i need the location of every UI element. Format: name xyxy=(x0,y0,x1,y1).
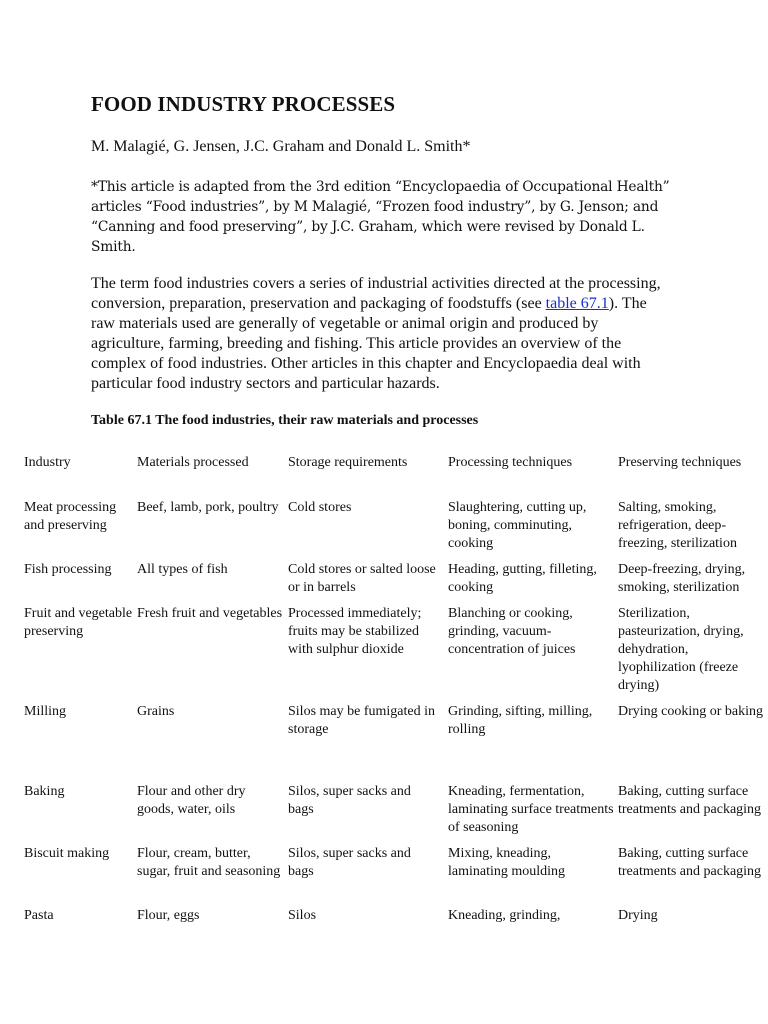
table-cell: Silos may be fumigated in storage xyxy=(288,704,435,737)
table-cell: Flour, cream, butter, sugar, fruit and seasoning xyxy=(137,846,281,879)
table-cell: Kneading, fermentation, laminating surface treatments of seasoning xyxy=(448,784,614,835)
table-cell: Heading, gutting, filleting, cooking xyxy=(448,562,597,595)
table-cell: Sterilization, pasteurization, drying, dehydration, lyophilization (freeze drying) xyxy=(618,606,744,693)
table-cell: Pasta xyxy=(24,908,54,923)
table-cell: Flour and other dry goods, water, oils xyxy=(137,784,246,817)
page-title: FOOD INDUSTRY PROCESSES xyxy=(91,92,396,116)
table-cell: Kneading, grinding, xyxy=(448,908,561,923)
table-cell: Grains xyxy=(137,704,175,719)
table-cell: Drying cooking or baking xyxy=(618,704,764,719)
table-cell: Cold stores or salted loose or in barrels xyxy=(288,562,436,595)
table-cell: Biscuit making xyxy=(24,846,110,861)
table-cell: Deep-freezing, drying, smoking, sterilization xyxy=(618,562,746,595)
table-cell: Cold stores xyxy=(288,500,352,515)
header-industry: Industry xyxy=(24,455,71,470)
table-cell: Meat processing and preserving xyxy=(24,500,117,533)
table-cell: Fruit and vegetable preserving xyxy=(24,606,133,639)
table-cell: Silos xyxy=(288,908,317,923)
header-storage: Storage requirements xyxy=(288,455,408,470)
table-cell: Mixing, kneading, laminating moulding xyxy=(448,846,566,879)
table-cell: Grinding, sifting, milling, rolling xyxy=(448,704,593,737)
header-processing: Processing techniques xyxy=(448,455,573,470)
intro-paragraph xyxy=(91,274,671,394)
table-cell: Baking, cutting surface treatments and packaging xyxy=(618,784,762,817)
table-cell: Blanching or cooking, grinding, vacuum-concentration of juices xyxy=(448,606,576,657)
table-cell: Milling xyxy=(24,704,67,719)
table-cell: Fish processing xyxy=(24,562,112,577)
table-cell: All types of fish xyxy=(137,562,228,577)
intro-text-end: ). The raw materials used are generally of vegetable or animal origin and produced by agriculture, farming, breeding and fishing. This article provides an overview of the complex of food industries. Other articles in this chapter and Encyclopaedia deal with particular food industry sectors and particular hazards. xyxy=(91,295,647,392)
table-cell: Silos, super sacks and bags xyxy=(288,846,411,879)
table-cell: Flour, eggs xyxy=(137,908,200,923)
header-preserving: Preserving techniques xyxy=(618,455,742,470)
adaptation-note: *This article is adapted from the 3rd edition “Encyclopaedia of Occupational Health” articles “Food industries”, by M Malagié, “Frozen food industry”, by G. Jenson; and “Canning and food preserving”, by J.C. Graham, which were revised by Donald L. Smith. xyxy=(91,179,670,255)
table-cell: Processed immediately; fruits may be stabilized with sulphur dioxide xyxy=(288,606,422,657)
table-cell: Silos, super sacks and bags xyxy=(288,784,411,817)
table-cell: Slaughtering, cutting up, boning, comminuting, cooking xyxy=(448,500,587,551)
table-cell: Drying xyxy=(618,908,658,923)
header-materials: Materials processed xyxy=(137,455,249,470)
authors-line: M. Malagié, G. Jensen, J.C. Graham and Donald L. Smith* xyxy=(91,138,471,155)
table-67-1-link[interactable]: table 67.1 xyxy=(545,295,609,312)
table-cell: Baking, cutting surface treatments and packaging xyxy=(618,846,762,879)
intro-text-start: The term food industries covers a series of industrial activities directed at the processing, conversion, preparation, preservation and packaging of foodstuffs (see xyxy=(91,275,661,312)
table-cell: Salting, smoking, refrigeration, deep-freezing, sterilization xyxy=(618,500,737,551)
table-cell: Fresh fruit and vegetables xyxy=(137,606,283,621)
table-cell: Baking xyxy=(24,784,65,799)
table-caption: Table 67.1 The food industries, their raw materials and processes xyxy=(91,413,479,428)
table-cell: Beef, lamb, pork, poultry xyxy=(137,500,279,515)
